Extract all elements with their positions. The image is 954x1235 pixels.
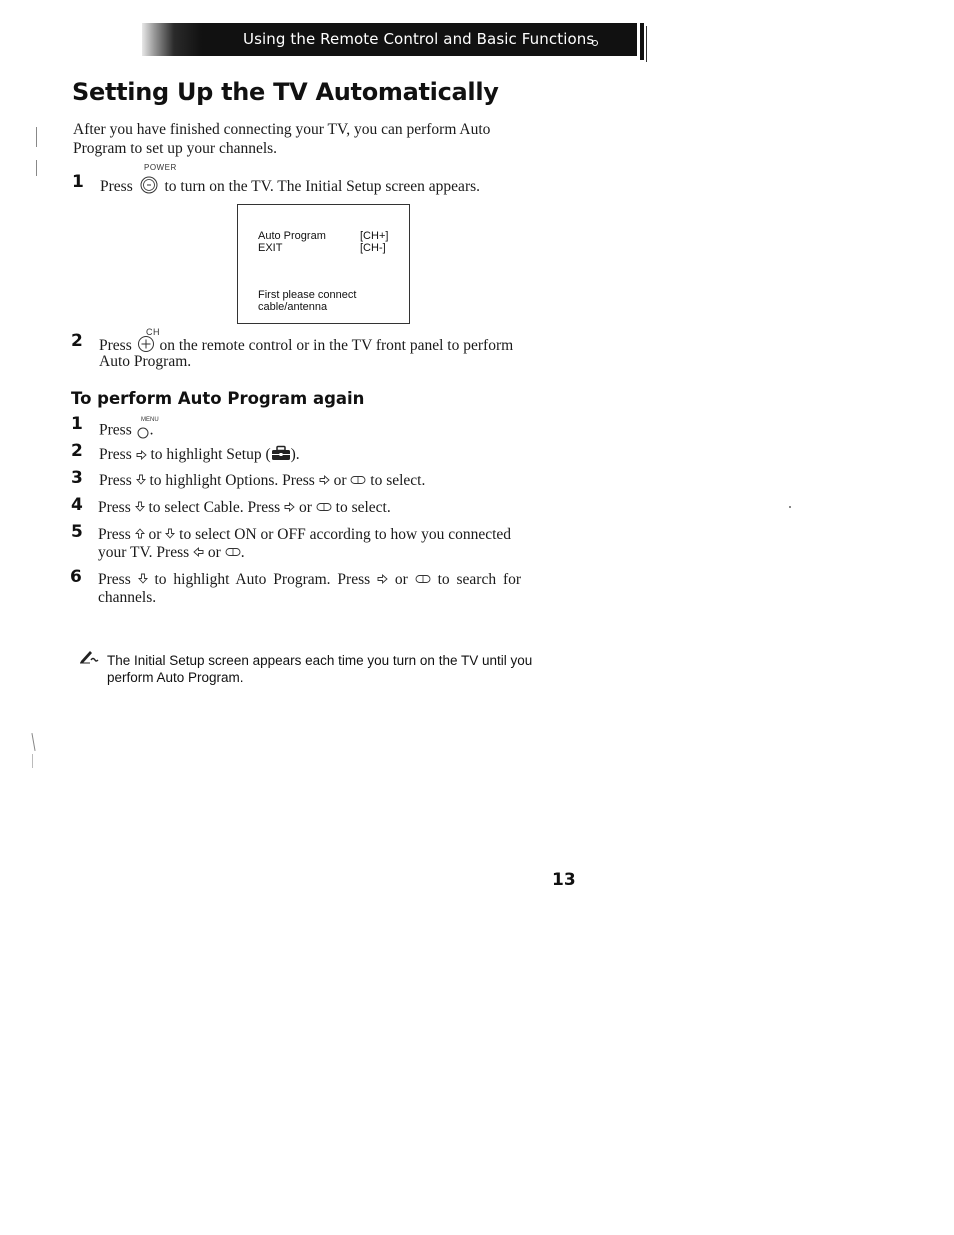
substep-4-text bbox=[98, 499, 391, 517]
enter-button-icon bbox=[316, 499, 332, 517]
subsection-title: To perform Auto Program again bbox=[71, 389, 365, 408]
substep-3-text bbox=[99, 472, 425, 490]
scan-mark bbox=[32, 754, 33, 768]
substep-2-mid: to highlight Setup ( bbox=[150, 446, 271, 464]
intro-paragraph: After you have finished connecting your TV, you can perform Auto Program to set up your channels. bbox=[73, 121, 491, 157]
header-edge bbox=[640, 23, 644, 60]
substep-4-end: to select. bbox=[335, 499, 391, 516]
arrow-right-icon bbox=[136, 447, 147, 465]
substep-5-text bbox=[98, 526, 511, 544]
screen-first-connect: First please connect bbox=[258, 289, 357, 301]
header-edge-line bbox=[646, 26, 647, 62]
substep-5-press: Press bbox=[98, 526, 131, 543]
note-text: The Initial Setup screen appears each time you turn on the TV until you perform Auto Program. bbox=[107, 653, 533, 685]
page-title: Setting Up the TV Automatically bbox=[72, 78, 499, 106]
step-1-number: 1 bbox=[72, 172, 84, 192]
substep-3-press: Press bbox=[99, 472, 132, 489]
substep-3-mid: to highlight Options. Press bbox=[149, 472, 315, 489]
ch-label: CH bbox=[146, 327, 160, 337]
substep-2-text bbox=[99, 445, 300, 466]
step-2-line2: Auto Program. bbox=[99, 353, 192, 370]
arrow-left-icon bbox=[193, 544, 204, 562]
substep-2-end: ). bbox=[290, 446, 300, 464]
substep-3-number: 3 bbox=[71, 468, 83, 488]
arrow-right-icon bbox=[377, 571, 388, 589]
substep-2-number: 2 bbox=[71, 441, 83, 461]
substep-2-press: Press bbox=[99, 446, 132, 464]
screen-ch-minus: [CH-] bbox=[360, 242, 386, 254]
substep-5-mid: to select ON or OFF according to how you connected bbox=[179, 526, 512, 543]
substep-5-line2-end: . bbox=[240, 544, 245, 561]
note-pencil-icon bbox=[79, 648, 99, 669]
substep-5-or: or bbox=[148, 526, 162, 543]
menu-label: MENU bbox=[141, 417, 159, 423]
power-label: POWER bbox=[144, 163, 177, 172]
arrow-up-icon bbox=[135, 526, 145, 544]
setup-toolbox-icon bbox=[271, 445, 291, 466]
substep-6-number: 6 bbox=[70, 567, 82, 587]
substep-6-press: Press bbox=[98, 571, 131, 588]
arrow-down-icon bbox=[165, 526, 175, 544]
menu-button-icon bbox=[136, 426, 150, 444]
substep-3-or: or bbox=[333, 472, 347, 489]
substep-6-end: to search for bbox=[437, 571, 522, 588]
scan-mark bbox=[36, 127, 37, 147]
step-1-press: Press bbox=[100, 178, 133, 196]
step-2-number: 2 bbox=[71, 331, 83, 351]
header-dot bbox=[592, 40, 598, 46]
page-number: 13 bbox=[552, 870, 576, 890]
step-2-after: on the remote control or in the TV front panel to perform bbox=[159, 337, 514, 355]
arrow-down-icon bbox=[138, 571, 148, 589]
arrow-down-icon bbox=[136, 472, 146, 490]
substep-5-number: 5 bbox=[71, 522, 83, 542]
screen-exit: EXIT bbox=[258, 242, 283, 254]
step-2-press: Press bbox=[99, 337, 132, 355]
scan-mark bbox=[789, 506, 791, 508]
scan-mark bbox=[31, 733, 35, 751]
substep-3-end: to select. bbox=[370, 472, 426, 489]
power-button-icon bbox=[137, 176, 161, 199]
scan-mark bbox=[36, 160, 37, 176]
substep-6-or: or bbox=[394, 571, 408, 588]
screen-auto-program: Auto Program bbox=[258, 230, 326, 242]
arrow-down-icon bbox=[135, 499, 145, 517]
substep-1-press: Press bbox=[99, 421, 132, 439]
substep-4-mid: to select Cable. Press bbox=[148, 499, 281, 516]
enter-button-icon bbox=[350, 472, 366, 490]
substep-1-end: . bbox=[149, 421, 154, 439]
enter-button-icon bbox=[225, 544, 241, 562]
substep-6-mid: to highlight Auto Program. Press bbox=[154, 571, 371, 588]
substep-1-text bbox=[99, 418, 153, 444]
substep-1-number: 1 bbox=[71, 414, 83, 434]
substep-5-line2 bbox=[98, 544, 245, 562]
enter-button-icon bbox=[415, 571, 431, 589]
substep-5-line2-a: your TV. Press bbox=[98, 544, 190, 561]
header-title: Using the Remote Control and Basic Functions bbox=[243, 30, 595, 48]
substep-5-line2-or: or bbox=[207, 544, 221, 561]
step-1-text bbox=[100, 176, 480, 199]
substep-6-text bbox=[98, 571, 521, 589]
step-1-after: to turn on the TV. The Initial Setup screen appears. bbox=[164, 178, 481, 196]
screen-cable-antenna: cable/antenna bbox=[258, 301, 328, 313]
substep-4-number: 4 bbox=[71, 495, 83, 515]
substep-4-or: or bbox=[298, 499, 312, 516]
arrow-right-icon bbox=[284, 499, 295, 517]
substep-4-press: Press bbox=[98, 499, 131, 516]
substep-6-line2: channels. bbox=[98, 589, 157, 606]
arrow-right-icon bbox=[319, 472, 330, 490]
screen-ch-plus: [CH+] bbox=[360, 230, 389, 242]
